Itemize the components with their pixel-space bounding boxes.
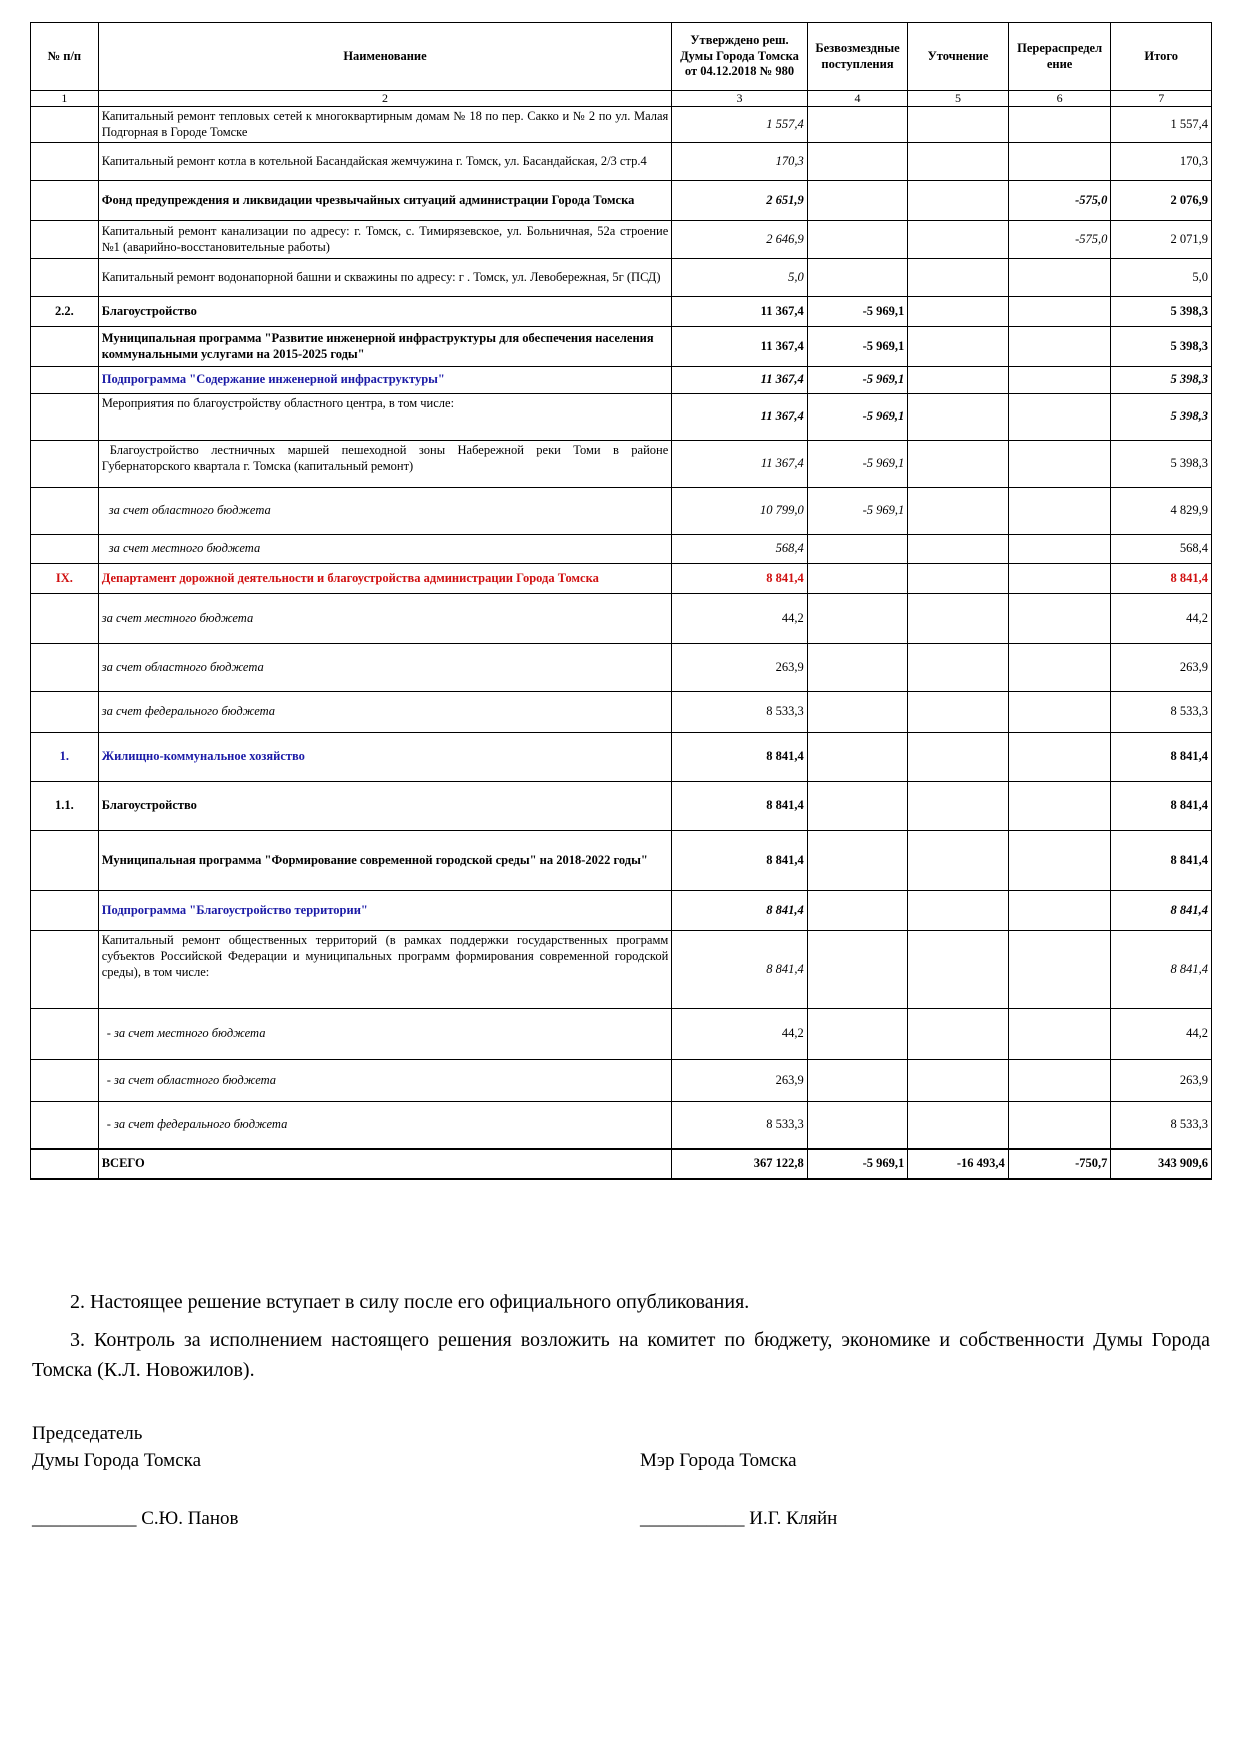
cell-refine xyxy=(908,594,1009,644)
table-row xyxy=(31,441,1212,488)
paragraph-2: 2. Настоящее решение вступает в силу после его официального опубликования. xyxy=(70,1291,750,1313)
cell-name: Капитальный ремонт общественных территорий (в рамках поддержки государственных программ субъектов Российской Федерации и муниципальных программ формирования современной городской среды), в том числе: xyxy=(98,931,672,1009)
cell-free xyxy=(807,181,908,221)
cell-free xyxy=(807,107,908,143)
cell-redistribution xyxy=(1008,367,1111,394)
mayor-title: Мэр Города Томска xyxy=(640,1450,797,1471)
header-refine: Уточнение xyxy=(908,23,1009,91)
cell-num xyxy=(31,644,99,692)
mayor-signature: ___________ И.Г. Кляйн xyxy=(640,1508,838,1529)
cell-total: 8 533,3 xyxy=(1111,1102,1212,1149)
colnum: 4 xyxy=(807,91,908,107)
header-free: Безвозмездные поступления xyxy=(807,23,908,91)
cell-name: ВСЕГО xyxy=(98,1149,672,1179)
table-row xyxy=(31,1102,1212,1149)
cell-redistribution xyxy=(1008,831,1111,891)
chairman-title: Председатель xyxy=(32,1423,143,1444)
cell-free xyxy=(807,891,908,931)
cell-name: Капитальный ремонт канализации по адресу: г. Томск, с. Тимирязевское, ул. Больничная, 52а строение №1 (аварийно-восстановительные работы) xyxy=(98,221,672,259)
cell-name: за счет областного бюджета xyxy=(98,488,672,535)
chairman-signature: ___________ С.Ю. Панов xyxy=(32,1508,239,1529)
cell-redistribution xyxy=(1008,931,1111,1009)
cell-refine xyxy=(908,1009,1009,1060)
cell-free xyxy=(807,733,908,782)
table-row xyxy=(31,931,1212,1009)
colnum: 5 xyxy=(908,91,1009,107)
cell-approved: 11 367,4 xyxy=(672,297,807,327)
cell-approved: 11 367,4 xyxy=(672,441,807,488)
header-num: № п/п xyxy=(31,23,99,91)
cell-free: -5 969,1 xyxy=(807,297,908,327)
cell-approved: 8 841,4 xyxy=(672,831,807,891)
cell-name: за счет местного бюджета xyxy=(98,594,672,644)
cell-redistribution xyxy=(1008,259,1111,297)
cell-redistribution: -575,0 xyxy=(1008,221,1111,259)
cell-refine xyxy=(908,831,1009,891)
table-row xyxy=(31,327,1212,367)
cell-free xyxy=(807,259,908,297)
cell-approved: 2 646,9 xyxy=(672,221,807,259)
chairman-org: Думы Города Томска xyxy=(32,1450,202,1471)
cell-num: IX. xyxy=(31,564,99,594)
cell-approved: 367 122,8 xyxy=(672,1149,807,1179)
cell-total: 1 557,4 xyxy=(1111,107,1212,143)
table-row xyxy=(31,1009,1212,1060)
colnum: 3 xyxy=(672,91,807,107)
cell-redistribution xyxy=(1008,564,1111,594)
cell-redistribution: -750,7 xyxy=(1008,1149,1111,1179)
colnum: 1 xyxy=(31,91,99,107)
cell-redistribution xyxy=(1008,782,1111,831)
table-row xyxy=(31,181,1212,221)
cell-name: за счет областного бюджета xyxy=(98,644,672,692)
cell-free xyxy=(807,782,908,831)
cell-approved: 170,3 xyxy=(672,143,807,181)
cell-free xyxy=(807,831,908,891)
cell-num xyxy=(31,327,99,367)
cell-free xyxy=(807,1102,908,1149)
cell-free: -5 969,1 xyxy=(807,441,908,488)
cell-name: - за счет областного бюджета xyxy=(98,1060,672,1102)
cell-free xyxy=(807,644,908,692)
cell-name: за счет федерального бюджета xyxy=(98,692,672,733)
cell-num xyxy=(31,1060,99,1102)
header-approved: Утверждено реш. Думы Города Томска от 04.12.2018 № 980 xyxy=(672,23,807,91)
cell-refine xyxy=(908,733,1009,782)
cell-num xyxy=(31,692,99,733)
cell-num xyxy=(31,1102,99,1149)
cell-refine xyxy=(908,327,1009,367)
cell-approved: 2 651,9 xyxy=(672,181,807,221)
paragraph-3: 3. Контроль за исполнением настоящего решения возложить на комитет по бюджету, экономике и собственности Думы Города Томска (К.Л. Новожилов). xyxy=(32,1329,1210,1381)
cell-redistribution xyxy=(1008,327,1111,367)
cell-total: 2 071,9 xyxy=(1111,221,1212,259)
cell-free xyxy=(807,692,908,733)
cell-redistribution xyxy=(1008,297,1111,327)
cell-name: - за счет федерального бюджета xyxy=(98,1102,672,1149)
cell-name: Подпрограмма "Содержание инженерной инфраструктуры" xyxy=(98,367,672,394)
cell-free xyxy=(807,143,908,181)
cell-total: 5,0 xyxy=(1111,259,1212,297)
table-row xyxy=(31,367,1212,394)
cell-redistribution xyxy=(1008,1009,1111,1060)
cell-approved: 44,2 xyxy=(672,594,807,644)
header-name: Наименование xyxy=(98,23,672,91)
cell-num: 1.1. xyxy=(31,782,99,831)
table-row xyxy=(31,564,1212,594)
cell-num xyxy=(31,221,99,259)
cell-redistribution xyxy=(1008,535,1111,564)
cell-refine xyxy=(908,891,1009,931)
cell-free: -5 969,1 xyxy=(807,394,908,441)
cell-num xyxy=(31,181,99,221)
cell-free xyxy=(807,1009,908,1060)
cell-total: 5 398,3 xyxy=(1111,327,1212,367)
cell-free xyxy=(807,1060,908,1102)
table-row xyxy=(31,782,1212,831)
cell-name: - за счет местного бюджета xyxy=(98,1009,672,1060)
cell-total: 8 841,4 xyxy=(1111,733,1212,782)
cell-approved: 8 841,4 xyxy=(672,891,807,931)
cell-redistribution: -575,0 xyxy=(1008,181,1111,221)
cell-approved: 8 533,3 xyxy=(672,692,807,733)
cell-free: -5 969,1 xyxy=(807,367,908,394)
cell-total: 343 909,6 xyxy=(1111,1149,1212,1179)
cell-free: -5 969,1 xyxy=(807,488,908,535)
cell-num xyxy=(31,594,99,644)
cell-approved: 8 841,4 xyxy=(672,733,807,782)
cell-total: 568,4 xyxy=(1111,535,1212,564)
table-row xyxy=(31,259,1212,297)
cell-total: 5 398,3 xyxy=(1111,297,1212,327)
cell-redistribution xyxy=(1008,692,1111,733)
table-row xyxy=(31,891,1212,931)
cell-name: Муниципальная программа "Формирование современной городской среды" на 2018-2022 годы" xyxy=(98,831,672,891)
cell-total: 8 841,4 xyxy=(1111,891,1212,931)
cell-num xyxy=(31,143,99,181)
cell-approved: 263,9 xyxy=(672,644,807,692)
cell-redistribution xyxy=(1008,644,1111,692)
cell-num xyxy=(31,831,99,891)
cell-refine xyxy=(908,259,1009,297)
colnum: 7 xyxy=(1111,91,1212,107)
table-row xyxy=(31,394,1212,441)
cell-num xyxy=(31,367,99,394)
cell-total: 170,3 xyxy=(1111,143,1212,181)
cell-approved: 10 799,0 xyxy=(672,488,807,535)
cell-total: 8 841,4 xyxy=(1111,564,1212,594)
table-row xyxy=(31,733,1212,782)
cell-name: Благоустройство лестничных маршей пешеходной зоны Набережной реки Томи в районе Губернаторского квартала г. Томска (капитальный ремонт) xyxy=(98,441,672,488)
cell-total: 8 841,4 xyxy=(1111,782,1212,831)
cell-free xyxy=(807,221,908,259)
cell-refine xyxy=(908,107,1009,143)
cell-num xyxy=(31,259,99,297)
cell-approved: 8 533,3 xyxy=(672,1102,807,1149)
cell-num xyxy=(31,1149,99,1179)
colnum: 2 xyxy=(98,91,672,107)
cell-num xyxy=(31,891,99,931)
cell-refine xyxy=(908,394,1009,441)
cell-total: 44,2 xyxy=(1111,594,1212,644)
cell-approved: 263,9 xyxy=(672,1060,807,1102)
cell-refine xyxy=(908,564,1009,594)
cell-name: Капитальный ремонт водонапорной башни и скважины по адресу: г . Томск, ул. Левобережная, 5г (ПСД) xyxy=(98,259,672,297)
cell-approved: 8 841,4 xyxy=(672,564,807,594)
cell-free xyxy=(807,931,908,1009)
cell-num xyxy=(31,1009,99,1060)
cell-approved: 11 367,4 xyxy=(672,394,807,441)
table-row xyxy=(31,644,1212,692)
cell-num xyxy=(31,107,99,143)
table-row xyxy=(31,488,1212,535)
cell-total: 2 076,9 xyxy=(1111,181,1212,221)
cell-total: 8 841,4 xyxy=(1111,931,1212,1009)
cell-num xyxy=(31,394,99,441)
cell-free xyxy=(807,564,908,594)
cell-name: Мероприятия по благоустройству областного центра, в том числе: xyxy=(98,394,672,441)
cell-refine xyxy=(908,488,1009,535)
cell-approved: 8 841,4 xyxy=(672,931,807,1009)
cell-redistribution xyxy=(1008,441,1111,488)
cell-approved: 5,0 xyxy=(672,259,807,297)
cell-num xyxy=(31,441,99,488)
cell-refine xyxy=(908,297,1009,327)
cell-redistribution xyxy=(1008,594,1111,644)
cell-refine xyxy=(908,1060,1009,1102)
cell-name: Муниципальная программа "Развитие инженерной инфраструктуры для обеспечения населения коммунальными услугами на 2015-2025 годы" xyxy=(98,327,672,367)
cell-refine xyxy=(908,782,1009,831)
table-row xyxy=(31,535,1212,564)
cell-redistribution xyxy=(1008,488,1111,535)
cell-num: 2.2. xyxy=(31,297,99,327)
header-total: Итого xyxy=(1111,23,1212,91)
header-redistribution: Перераспредел ение xyxy=(1008,23,1111,91)
table-row xyxy=(31,1060,1212,1102)
cell-name: Департамент дорожной деятельности и благоустройства администрации Города Томска xyxy=(98,564,672,594)
table-row xyxy=(31,297,1212,327)
table-row xyxy=(31,831,1212,891)
cell-redistribution xyxy=(1008,1102,1111,1149)
cell-free: -5 969,1 xyxy=(807,1149,908,1179)
cell-total: 5 398,3 xyxy=(1111,394,1212,441)
cell-num xyxy=(31,535,99,564)
cell-redistribution xyxy=(1008,1060,1111,1102)
cell-free xyxy=(807,594,908,644)
cell-refine xyxy=(908,181,1009,221)
cell-refine xyxy=(908,1102,1009,1149)
table-total-row xyxy=(31,1149,1212,1179)
table-row xyxy=(31,594,1212,644)
cell-approved: 8 841,4 xyxy=(672,782,807,831)
cell-refine xyxy=(908,143,1009,181)
cell-redistribution xyxy=(1008,394,1111,441)
cell-total: 8 533,3 xyxy=(1111,692,1212,733)
cell-name: Фонд предупреждения и ликвидации чрезвычайных ситуаций администрации Города Томска xyxy=(98,181,672,221)
cell-refine xyxy=(908,367,1009,394)
cell-total: 8 841,4 xyxy=(1111,831,1212,891)
cell-approved: 1 557,4 xyxy=(672,107,807,143)
cell-refine xyxy=(908,692,1009,733)
cell-total: 5 398,3 xyxy=(1111,441,1212,488)
cell-redistribution xyxy=(1008,107,1111,143)
cell-refine xyxy=(908,931,1009,1009)
table-row xyxy=(31,221,1212,259)
cell-free: -5 969,1 xyxy=(807,327,908,367)
cell-refine xyxy=(908,441,1009,488)
cell-redistribution xyxy=(1008,891,1111,931)
cell-approved: 11 367,4 xyxy=(672,367,807,394)
cell-approved: 568,4 xyxy=(672,535,807,564)
cell-name: Жилищно-коммунальное хозяйство xyxy=(98,733,672,782)
cell-total: 44,2 xyxy=(1111,1009,1212,1060)
colnum: 6 xyxy=(1008,91,1111,107)
cell-total: 263,9 xyxy=(1111,644,1212,692)
cell-num xyxy=(31,488,99,535)
cell-refine xyxy=(908,535,1009,564)
cell-name: Капитальный ремонт котла в котельной Басандайская жемчужина г. Томск, ул. Басандайская, 2/3 стр.4 xyxy=(98,143,672,181)
cell-approved: 11 367,4 xyxy=(672,327,807,367)
cell-name: Благоустройство xyxy=(98,782,672,831)
cell-refine: -16 493,4 xyxy=(908,1149,1009,1179)
table-row xyxy=(31,143,1212,181)
cell-name: за счет местного бюджета xyxy=(98,535,672,564)
table-header-row xyxy=(31,23,1212,91)
cell-name: Благоустройство xyxy=(98,297,672,327)
cell-free xyxy=(807,535,908,564)
table-row xyxy=(31,107,1212,143)
cell-refine xyxy=(908,221,1009,259)
cell-approved: 44,2 xyxy=(672,1009,807,1060)
cell-total: 263,9 xyxy=(1111,1060,1212,1102)
cell-redistribution xyxy=(1008,143,1111,181)
cell-redistribution xyxy=(1008,733,1111,782)
cell-refine xyxy=(908,644,1009,692)
cell-num: 1. xyxy=(31,733,99,782)
column-numbers-row xyxy=(31,91,1212,107)
table-row xyxy=(31,692,1212,733)
cell-total: 5 398,3 xyxy=(1111,367,1212,394)
cell-name: Подпрограмма "Благоустройство территории" xyxy=(98,891,672,931)
cell-name: Капитальный ремонт тепловых сетей к многоквартирным домам № 18 по пер. Сакко и № 2 по ул. Малая Подгорная в Городе Томске xyxy=(98,107,672,143)
cell-num xyxy=(31,931,99,1009)
budget-table xyxy=(30,22,1212,1180)
cell-total: 4 829,9 xyxy=(1111,488,1212,535)
